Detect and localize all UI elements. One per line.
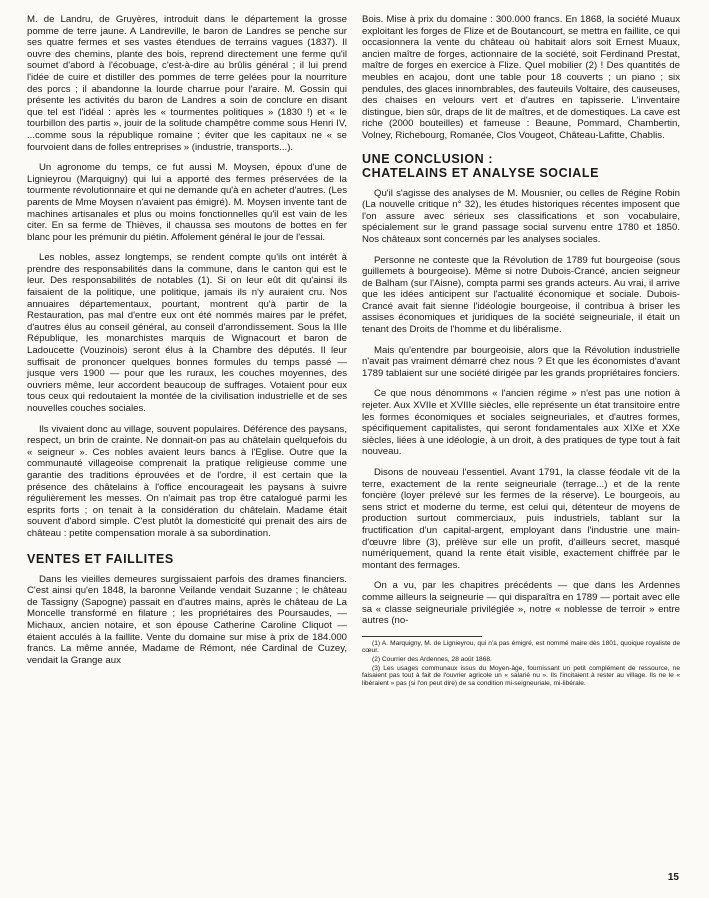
paragraph: Ils vivaient donc au village, souvent populaires. Déférence des paysans, respect, un brin de crainte. Ne donnait-on pas au châtelain quelquefois du « seigneur ». Ces nobles avaient leurs bancs à l'Eglise. Outre que la communauté villageoise comprenait la pratique religieuse comme une garantie des traditions éprouvées et de l'ordre, il est certain que la présence des châtelains à l'office encourageait les paysans à suivre régulièrement les messes. On n'aimait pas trop être catalogué parmi les esprits forts ; on tenait à la considération du châtelain. Madame était souvent d'abord simple. C'est plutôt la domesticité qui prenait des airs de château : petite compensation morale à sa subordination. xyxy=(27,423,347,539)
section-heading-line: CHATELAINS ET ANALYSE SOCIALE xyxy=(362,165,600,180)
paragraph: Bois. Mise à prix du domaine : 300.000 francs. En 1868, la société Muaux exploitant les forges de Flize et de Boutancourt, se mettra en faillite, ce qui occasionnera la vente du château où habitait alors soit Ernest Muaux, ancien maître de forges, actionnaire de la société, soit Ferdinand Prestat, maître de forges en exercice à Flize. Quel mobilier (2) ! Des quantités de meubles en acajou, dont une table pour 18 couverts ; un piano ; six pendules, des glaces innombrables, des fauteuils Voltaire, des causeuses, des chaises en velours vert et d'autres en tapisserie. L'inventaire distingue, bien sûr, draps de lit de maîtres, et de domestiques. La cave est riche (2000 bouteilles) et fameuse : Beaune, Pommard, Chambertin, Volney, Richebourg, Romanée, Clos Vougeot, Château-Lafitte, Chablis. xyxy=(362,14,680,141)
paragraph: Un agronome du temps, ce fut aussi M. Moysen, époux d'une de Lignieyrou (Marquigny) qui lui a apporté des fermes préservées de la tourmente révolutionnaire et qui ne demande qu'à en acheter d'autres. (Les parents de Mme Moysen n'avaient pas émigré). M. Moysen invente tant de machines artisanales et plus ou moins fonctionnelles qu'il est vain de les citer. En sa ferme de Thièves, il chaussa ses moutons de bottes en fer blanc pour les prémunir du piétin. Affolement général le jour de l'essai. xyxy=(27,162,347,243)
page-number: 15 xyxy=(667,872,679,883)
footnote: (2) Courrier des Ardennes, 28 août 1868. xyxy=(372,655,492,663)
paragraph: M. de Landru, de Gruyères, introduit dans le département la grosse pomme de terre jaune. A Landreville, le baron de Landres se penche sur ses quatre fermes et ses vastes étendues de terrains vagues (1837). Il ouvre des chemins, plante des bois, reprend directement une ferme qu'il soumet d'abord à l'écobuage, c'est-à-dire au brûlis général ; il lui prend l'idée de cuire et distiller des pommes de terre gelées pour la nourriture des porcs ; il abandonne la lourde charrue pour l'araire. M. Gossin qui présente les activités du baron de Landres a soin de conclure en disant que tel est l'idéal : après les « tourmentes politiques » (1830 !) et « le tourbillon des partis », jouir de la solitude champêtre comme sous Henri IV, ...comme sous la république romaine ; éviter que les capitaux ne « se fourvoient dans de folles entreprises » (industrie, transports...). xyxy=(27,14,347,153)
paragraph: Personne ne conteste que la Révolution de 1789 fut bourgeoise (sous guillemets à bourgeoise). Même si notre Dubois-Crancé, ancien seigneur de Balham (sur l'Aisne), compta parmi ses grands acteurs. Au vrai, il arrive que les idées anticipent sur l'actualité économique et sociale. Dubois-Crancé avait fait sienne l'idéologie bourgeoise, il contribua à briser les assises économiques et juridiques de la société seigneuriale, il était un tenant des Droits de l'homme et du libéralisme. xyxy=(362,254,680,336)
section-heading-line: UNE CONCLUSION : xyxy=(362,151,494,166)
section-heading: VENTES ET FAILLITES xyxy=(27,551,174,566)
paragraph: Ce que nous dénommons « l'ancien régime » n'est pas une notion à rejeter. Aux XVIIe et XVIIIe siècles, elle représente un état transitoire entre les formes économiques et sociales seigneuriales, et d'autres formes, spécifiquement capitalistes, qui seront fondamentales aux XIXe et XXe siècles, liées à une idéologie, à un droit, à des pratiques de type tout à fait nouveau. xyxy=(362,388,680,458)
section-heading xyxy=(362,152,680,180)
paragraph: On a vu, par les chapitres précédents — que dans les Ardennes comme ailleurs la seigneurie — qui disparaîtra en 1789 — portait avec elle sa « classe seigneuriale privilégiée », notre « noblesse de terroir » entre autres (no- xyxy=(362,580,680,627)
paragraph: Qu'il s'agisse des analyses de M. Mousnier, ou celles de Régine Robin (La nouvelle critique n° 32), les études historiques récentes imposent que l'on assure avec sérieux ses classifications et son vocabulaire, spécialement sur le grand passage social survenu entre 1780 et 1850. Nos châteaux sont concernés par les analyses sociales. xyxy=(362,187,680,245)
paragraph: Disons de nouveau l'essentiel. Avant 1791, la classe féodale vit de la terre, exactement de la rente seigneuriale (terrage...) et de la rente foncière (loyer prélevé sur les fermes de la réserve). Le bourgeois, au sens strict et moderne du terme, est celui qui, détenteur de moyens de production surtout commerciaux, puis industriels, tablant sur la fructification d'un capital-argent, employant dans l'industrie une main-d'œuvre libre (3), prélève sur elle un profit, d'ailleurs secret, masqué numériquement, quand la rente était visible, exactement chiffrée par le montant des fermages. xyxy=(362,467,680,571)
paragraph: Mais qu'entendre par bourgeoisie, alors que la Révolution industrielle n'avait pas vraiment démarré chez nous ? Et que les économistes d'avant 1789 tablaient sur une société dirigée par les grands propriétaires fonciers. xyxy=(362,344,680,379)
footnote: (1) A. Marquigny, M. de Lignieyrou, qui n'a pas émigré, est nommé maire dès 1801, quoique royaliste de cœur. xyxy=(362,639,680,655)
paragraph: Dans les vieilles demeures surgissaient parfois des drames financiers. C'est ainsi qu'en 1848, la baronne Veilande vendait Suzanne ; le château de Tassigny (Sapogne) passait en d'autres mains, après le château de La Moncelle transformé en filature ; les propriétaires des Poursaudes, — Michaux, ancien notaire, et son épouse Catherine Caroline Cliquot — étaient acculés à la faillite. Vente du domaine sur mise à prix de 184.000 francs. La même année, Madame de Rémont, née Cardinal de Cuzey, vendait la Grange aux xyxy=(27,573,347,666)
paragraph: Les nobles, assez longtemps, se rendent compte qu'ils ont intérêt à prendre des responsabilités dans la commune, dans le canton qui est le leur. Des responsabilités de notables (1). Si on leur eût dit qu'ainsi ils faisaient de la politique, une politique, jamais ils n'y auraient cru. Nos annuaires départementaux, pourtant, montrent qu'à partir de la Restauration, pas mal d'entre eux ont été nommés maires par le préfet, d'autres élus au conseil général, au conseil d'arrondissement. Sous la IIIe République, les monarchistes marquis de Wignacourt et baron de Ladoucette (Vouzinois) seront élus à la Chambre des députés. Il leur suffisait de prononcer quelques bonnes formules du temps passé — jusque vers 1900 — pour que les ruraux, les couches moyennes, des ouvriers même, leur accordent beaucoup de suffrages. Votaient pour eux tous ceux qui redoutaient la montée de la civilisation industrielle et de ses nouvelles couches sociales. xyxy=(27,252,347,414)
footnote: (3) Les usages communaux issus du Moyen-âge, fournissant un petit complément de ressource, ne faisaient pas tout à fait de l'ouvrier agricole un « salarié nu ». Ils l'incitaient à rester au village. Ils ne le « libéraient » pas (si l'on peut dire) de sa condition mi-seigneuriale, mi-libérale. xyxy=(362,664,680,687)
right-column xyxy=(362,14,680,688)
footnote-divider xyxy=(362,636,482,637)
left-column xyxy=(27,14,347,675)
